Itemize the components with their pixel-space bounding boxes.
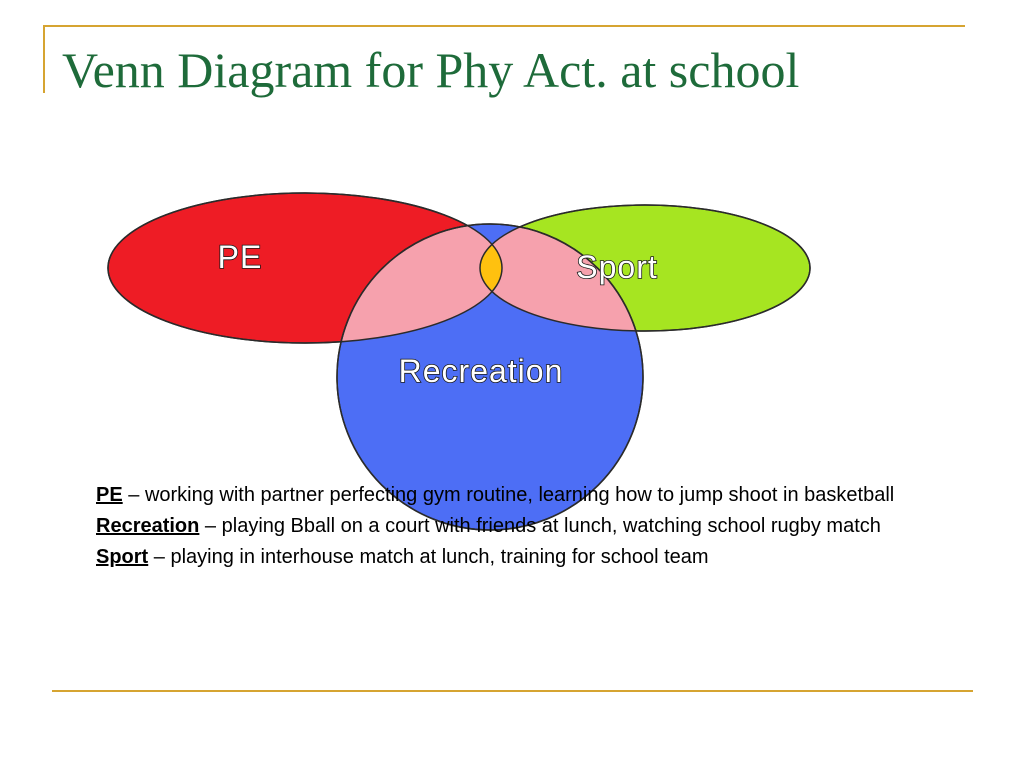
definition-separator: – <box>148 546 171 568</box>
venn-label-pe: PE <box>217 239 263 275</box>
definition-text-pe: working with partner perfecting gym routine, learning how to jump shoot in basketball <box>144 484 895 506</box>
definition-text-sport: playing in interhouse match at lunch, training for school team <box>170 546 709 568</box>
definition-pe <box>96 480 976 511</box>
definition-separator: – <box>199 515 222 537</box>
slide-title: Venn Diagram for Phy Act. at school <box>62 42 800 98</box>
definition-term-sport: Sport <box>96 546 149 568</box>
definition-separator: – <box>122 484 145 506</box>
definition-recreation <box>96 511 976 542</box>
definition-term-pe: PE <box>96 484 123 506</box>
definition-term-recreation: Recreation <box>96 515 200 537</box>
bottom-accent-rule <box>52 690 973 692</box>
venn-label-recreation: Recreation <box>398 353 564 389</box>
definition-sport <box>96 542 976 573</box>
venn-label-sport: Sport <box>576 249 658 285</box>
definitions-list <box>96 480 976 573</box>
definition-text-recreation: playing Bball on a court with friends at lunch, watching school rugby match <box>221 515 881 537</box>
